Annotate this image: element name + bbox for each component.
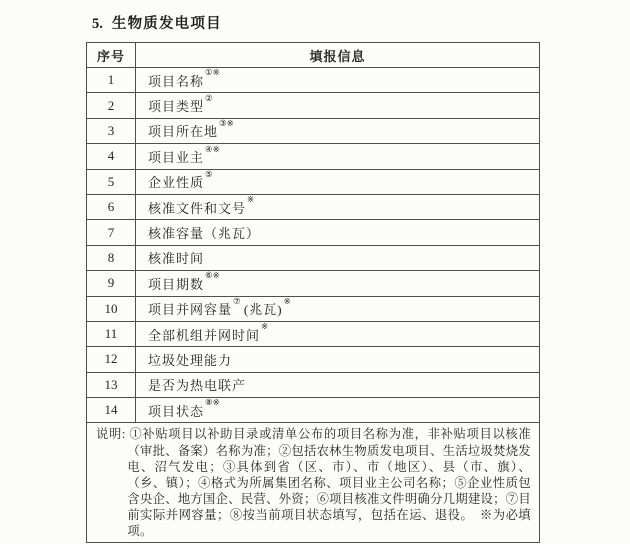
- note-cell: [87, 423, 540, 543]
- row-label-sup: ②: [205, 92, 213, 103]
- table-row: [87, 398, 540, 423]
- row-label-text: 项目状态: [148, 403, 205, 419]
- row-label: [136, 93, 540, 118]
- row-label-sup: ⑥※: [205, 270, 220, 281]
- row-label: [136, 220, 540, 245]
- row-label: [136, 321, 540, 346]
- row-label-text: 是否为热电联产: [148, 378, 247, 394]
- row-number: 4: [87, 144, 136, 169]
- note-row: [87, 423, 540, 543]
- row-label-text: 项目期数: [148, 276, 205, 292]
- table-row: [87, 194, 540, 219]
- row-number: 12: [87, 347, 136, 372]
- table-row: [87, 220, 540, 245]
- row-number: 11: [87, 321, 136, 346]
- row-label: [136, 245, 540, 270]
- row-label: [136, 68, 540, 93]
- row-label-text: 项目业主: [148, 149, 205, 165]
- table-row: [87, 347, 540, 372]
- row-label-tail: (兆瓦): [239, 302, 283, 318]
- section-title-text: 生物质发电项目: [111, 16, 222, 32]
- row-label-text: 垃圾处理能力: [148, 352, 233, 368]
- table-row: [87, 93, 540, 118]
- row-label: [136, 194, 540, 219]
- header-row: [87, 43, 540, 68]
- row-number: 3: [87, 118, 136, 143]
- row-label-text: 项目所在地: [148, 124, 219, 140]
- row-number: 7: [87, 220, 136, 245]
- row-number: 8: [87, 245, 136, 270]
- row-label: [136, 144, 540, 169]
- row-label-text: 企业性质: [148, 175, 205, 191]
- section-title: [92, 12, 222, 33]
- row-label-sup: ※: [247, 194, 255, 205]
- col-header-seq: 序号: [87, 43, 136, 68]
- row-label-sup: ⑦: [233, 295, 241, 306]
- row-label: [136, 118, 540, 143]
- table-row: [87, 118, 540, 143]
- table-row: [87, 68, 540, 93]
- row-number: 10: [87, 296, 136, 321]
- row-label: [136, 296, 540, 321]
- row-label-sup: ⑤: [205, 168, 213, 179]
- row-label-sup: ④※: [205, 143, 220, 154]
- row-number: 5: [87, 169, 136, 194]
- row-number: 1: [87, 68, 136, 93]
- row-label-text: 项目名称: [148, 73, 205, 89]
- table-row: [87, 271, 540, 296]
- table-row: [87, 321, 540, 346]
- row-label-text: 项目并网容量: [148, 302, 233, 318]
- note-text: ①补贴项目以补助目录或清单公布的项目名称为准，非补贴项目以核准（审批、备案）名称为准；②包括农林生物质发电项目、生活垃圾焚烧发电、沼气发电；③具体到省（区、市）、市（地区）、县（市、旗）、（乡、镇）；④格式为所属集团名称、项目业主公司名称；⑤企业性质包含央企、地方国企、民营、外资；⑥项目核准文件明确分几期建设；⑦目前实际并网容量；⑧按当前项目状态填写，包括在运、退役。 ※为必填项。: [127, 427, 531, 539]
- row-label-sup: ※: [261, 321, 269, 332]
- row-number: 6: [87, 194, 136, 219]
- row-label: [136, 372, 540, 397]
- table-row: [87, 372, 540, 397]
- table-row: [87, 144, 540, 169]
- row-label-text: 核准容量（兆瓦）: [148, 226, 261, 242]
- row-label: [136, 398, 540, 423]
- row-number: 9: [87, 271, 136, 296]
- section-number: 5.: [92, 16, 103, 32]
- table-body: [87, 68, 540, 423]
- note-text-block: [96, 426, 531, 539]
- row-label: [136, 271, 540, 296]
- row-tail-sup: ※: [283, 295, 291, 306]
- row-label-text: 核准时间: [148, 251, 205, 267]
- row-label-text: 项目类型: [148, 99, 205, 115]
- table-row: [87, 296, 540, 321]
- row-label-text: 全部机组并网时间: [148, 327, 261, 343]
- col-header-info: 填报信息: [136, 43, 540, 68]
- report-table: [86, 42, 540, 543]
- row-label-text: 核准文件和文号: [148, 200, 247, 216]
- row-label: [136, 347, 540, 372]
- row-label-sup: ③※: [219, 118, 234, 129]
- row-label-sup: ①※: [205, 67, 220, 78]
- note-label: 说明:: [96, 427, 126, 442]
- row-label: [136, 169, 540, 194]
- table-row: [87, 169, 540, 194]
- row-label-sup: ⑧※: [205, 397, 220, 408]
- row-number: 14: [87, 398, 136, 423]
- row-number: 13: [87, 372, 136, 397]
- row-number: 2: [87, 93, 136, 118]
- table-row: [87, 245, 540, 270]
